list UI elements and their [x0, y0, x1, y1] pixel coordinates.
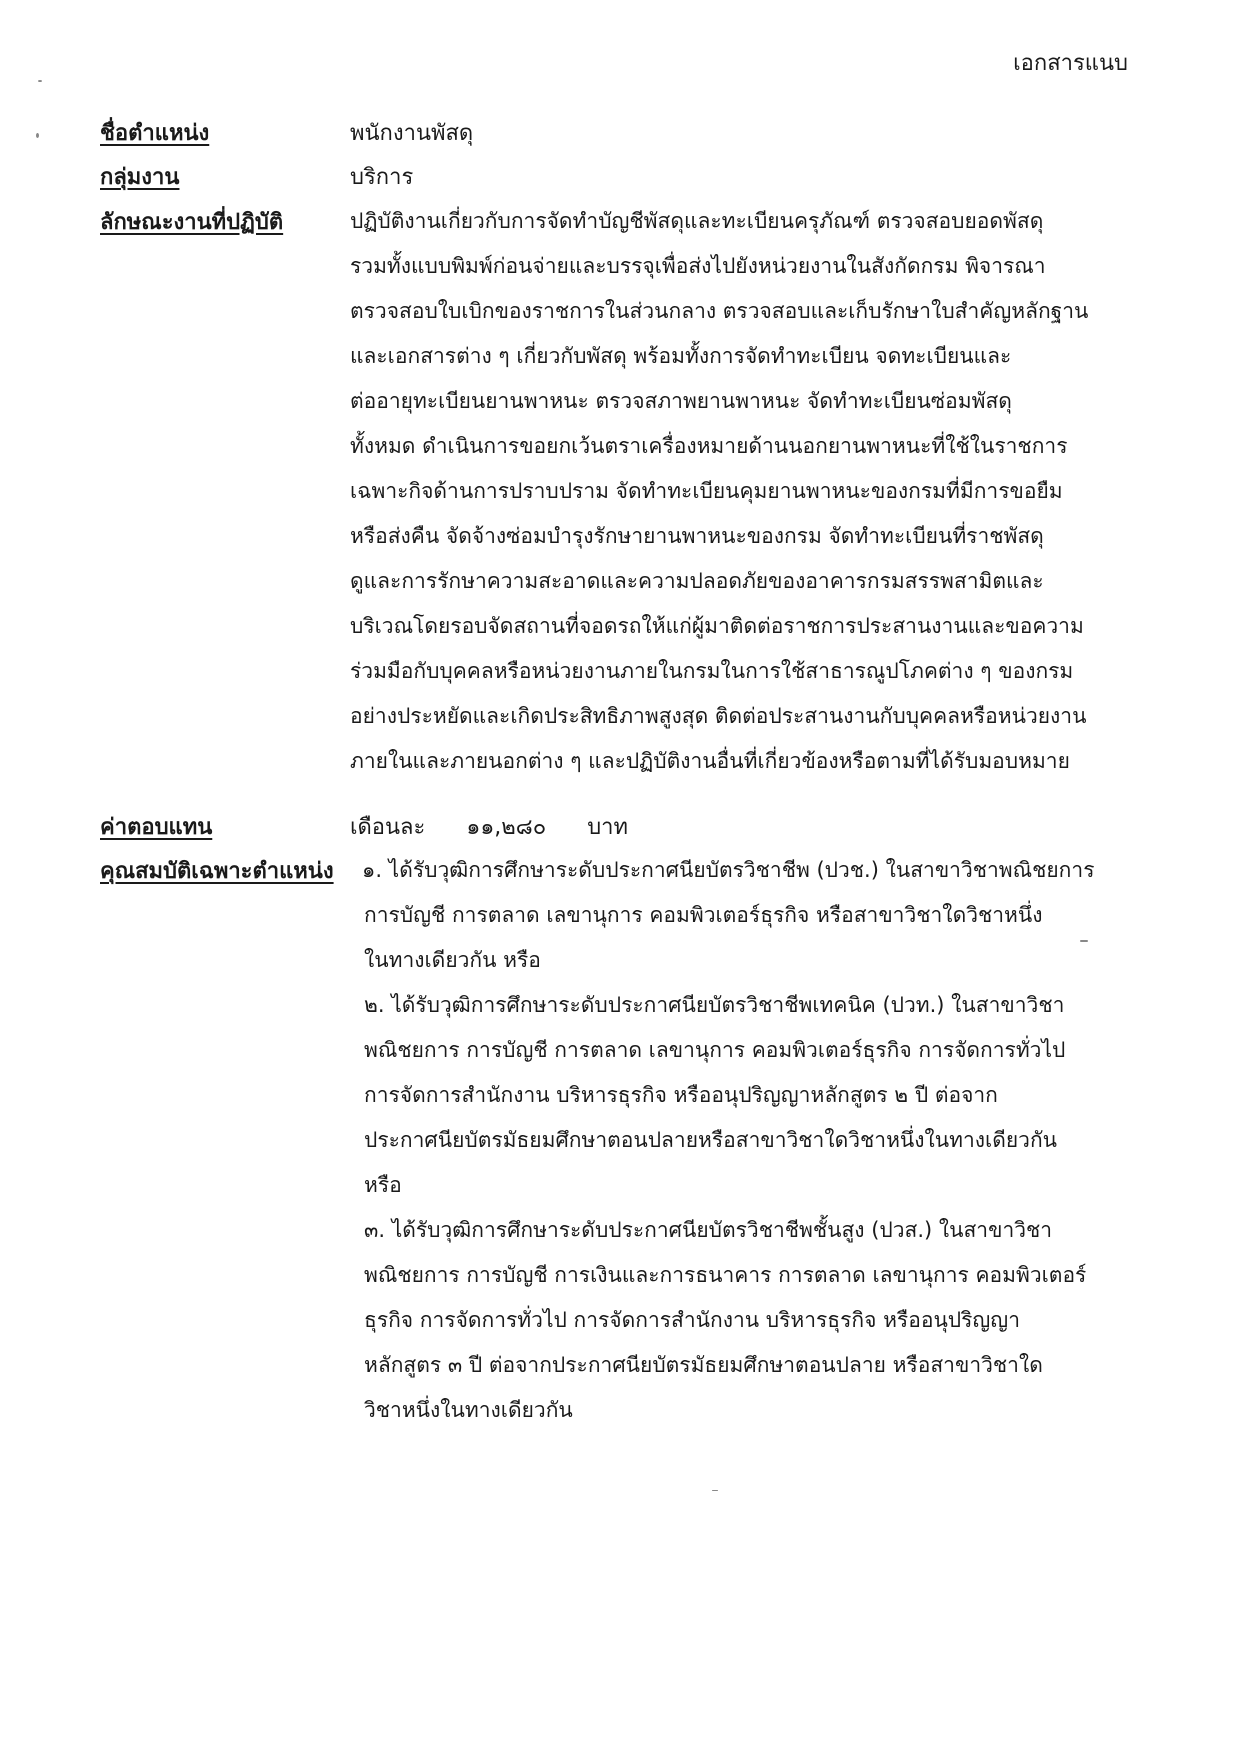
- qualification-line: พณิชยการ การบัญชี การตลาด เลขานุการ คอมพิวเตอร์ธุรกิจ การจัดการทั่วไป: [364, 1038, 1066, 1062]
- qualification-label: คุณสมบัติเฉพาะตำแหน่ง: [100, 859, 334, 884]
- duties-line: รวมทั้งแบบพิมพ์ก่อนจ่ายและบรรจุเพื่อส่งไปยังหน่วยงานในสังกัดกรม พิจารณา: [350, 254, 1046, 278]
- duties-line: ภายในและภายนอกต่าง ๆ และปฏิบัติงานอื่นที่เกี่ยวข้องหรือตามที่ได้รับมอบหมาย: [350, 749, 1070, 773]
- duties-line: ต่ออายุทะเบียนยานพาหนะ ตรวจสภาพยานพาหนะ จัดทำทะเบียนซ่อมพัสดุ: [350, 389, 1012, 413]
- scan-speck: [712, 1490, 718, 1491]
- scan-speck: [36, 133, 39, 138]
- qualification-line: ในทางเดียวกัน หรือ: [364, 948, 541, 972]
- qualification-line: ๒. ได้รับวุฒิการศึกษาระดับประกาศนียบัตรวิชาชีพเทคนิค (ปวท.) ในสาขาวิชา: [364, 993, 1065, 1017]
- compensation-unit: บาท: [587, 815, 629, 840]
- position-value: พนักงานพัสดุ: [350, 121, 474, 146]
- qualification-line: วิชาหนึ่งในทางเดียวกัน: [364, 1398, 573, 1422]
- qualification-line: หรือ: [364, 1173, 402, 1197]
- compensation-prefix: เดือนละ: [350, 815, 426, 840]
- qualification-line: การจัดการสำนักงาน บริหารธุรกิจ หรืออนุปริญญาหลักสูตร ๒ ปี ต่อจาก: [364, 1083, 998, 1107]
- scan-speck: [1080, 940, 1088, 942]
- qualification-line: การบัญชี การตลาด เลขานุการ คอมพิวเตอร์ธุรกิจ หรือสาขาวิชาใดวิชาหนึ่ง: [364, 903, 1043, 927]
- duties-line: ร่วมมือกับบุคคลหรือหน่วยงานภายในกรมในการใช้สาธารณูปโภคต่าง ๆ ของกรม: [350, 659, 1074, 683]
- duties-line: ดูและการรักษาความสะอาดและความปลอดภัยของอาคารกรมสรรพสามิตและ: [350, 569, 1044, 593]
- compensation-amount: ๑๑,๒๘๐: [466, 815, 547, 840]
- group-value: บริการ: [350, 165, 414, 190]
- duties-line: ตรวจสอบใบเบิกของราชการในส่วนกลาง ตรวจสอบและเก็บรักษาใบสำคัญหลักฐาน: [350, 299, 1089, 323]
- qualification-text: [350, 855, 1170, 1440]
- duties-line: ทั้งหมด ดำเนินการขอยกเว้นตราเครื่องหมายด้านนอกยานพาหนะที่ใช้ในราชการ: [350, 434, 1068, 458]
- qualification-line: ธุรกิจ การจัดการทั่วไป การจัดการสำนักงาน บริหารธุรกิจ หรืออนุปริญญา: [364, 1308, 1020, 1332]
- scan-speck: [38, 80, 42, 82]
- compensation-label: ค่าตอบแทน: [100, 815, 213, 840]
- duties-text: [350, 206, 1170, 791]
- duties-line: ปฏิบัติงานเกี่ยวกับการจัดทำบัญชีพัสดุและทะเบียนครุภัณฑ์ ตรวจสอบยอดพัสดุ: [350, 209, 1044, 233]
- qualification-line: ประกาศนียบัตรมัธยมศึกษาตอนปลายหรือสาขาวิชาใดวิชาหนึ่งในทางเดียวกัน: [364, 1128, 1058, 1152]
- duties-label: ลักษณะงานที่ปฏิบัติ: [100, 210, 284, 235]
- duties-line: หรือส่งคืน จัดจ้างซ่อมบำรุงรักษายานพาหนะของกรม จัดทำทะเบียนที่ราชพัสดุ: [350, 524, 1044, 548]
- qualification-line: ๑. ได้รับวุฒิการศึกษาระดับประกาศนียบัตรวิชาชีพ (ปวช.) ในสาขาวิชาพณิชยการ: [362, 858, 1095, 882]
- qualification-line: หลักสูตร ๓ ปี ต่อจากประกาศนียบัตรมัธยมศึกษาตอนปลาย หรือสาขาวิชาใด: [364, 1353, 1043, 1377]
- attachment-label: เอกสารแนบ: [1013, 51, 1128, 76]
- group-label: กลุ่มงาน: [100, 165, 180, 190]
- duties-line: เฉพาะกิจด้านการปราบปราม จัดทำทะเบียนคุมยานพาหนะของกรมที่มีการขอยืม: [350, 479, 1063, 503]
- qualification-line: พณิชยการ การบัญชี การเงินและการธนาคาร การตลาด เลขานุการ คอมพิวเตอร์: [364, 1263, 1087, 1287]
- compensation-value: [350, 812, 628, 844]
- duties-line: บริเวณโดยรอบจัดสถานที่จอดรถให้แก่ผู้มาติดต่อราชการประสานงานและขอความ: [350, 614, 1084, 638]
- qualification-line: ๓. ได้รับวุฒิการศึกษาระดับประกาศนียบัตรวิชาชีพชั้นสูง (ปวส.) ในสาขาวิชา: [364, 1218, 1053, 1242]
- duties-line: อย่างประหยัดและเกิดประสิทธิภาพสูงสุด ติดต่อประสานงานกับบุคคลหรือหน่วยงาน: [350, 704, 1087, 728]
- position-label: ชื่อตำแหน่ง: [100, 121, 210, 146]
- duties-line: และเอกสารต่าง ๆ เกี่ยวกับพัสดุ พร้อมทั้งการจัดทำทะเบียน จดทะเบียนและ: [350, 344, 1012, 368]
